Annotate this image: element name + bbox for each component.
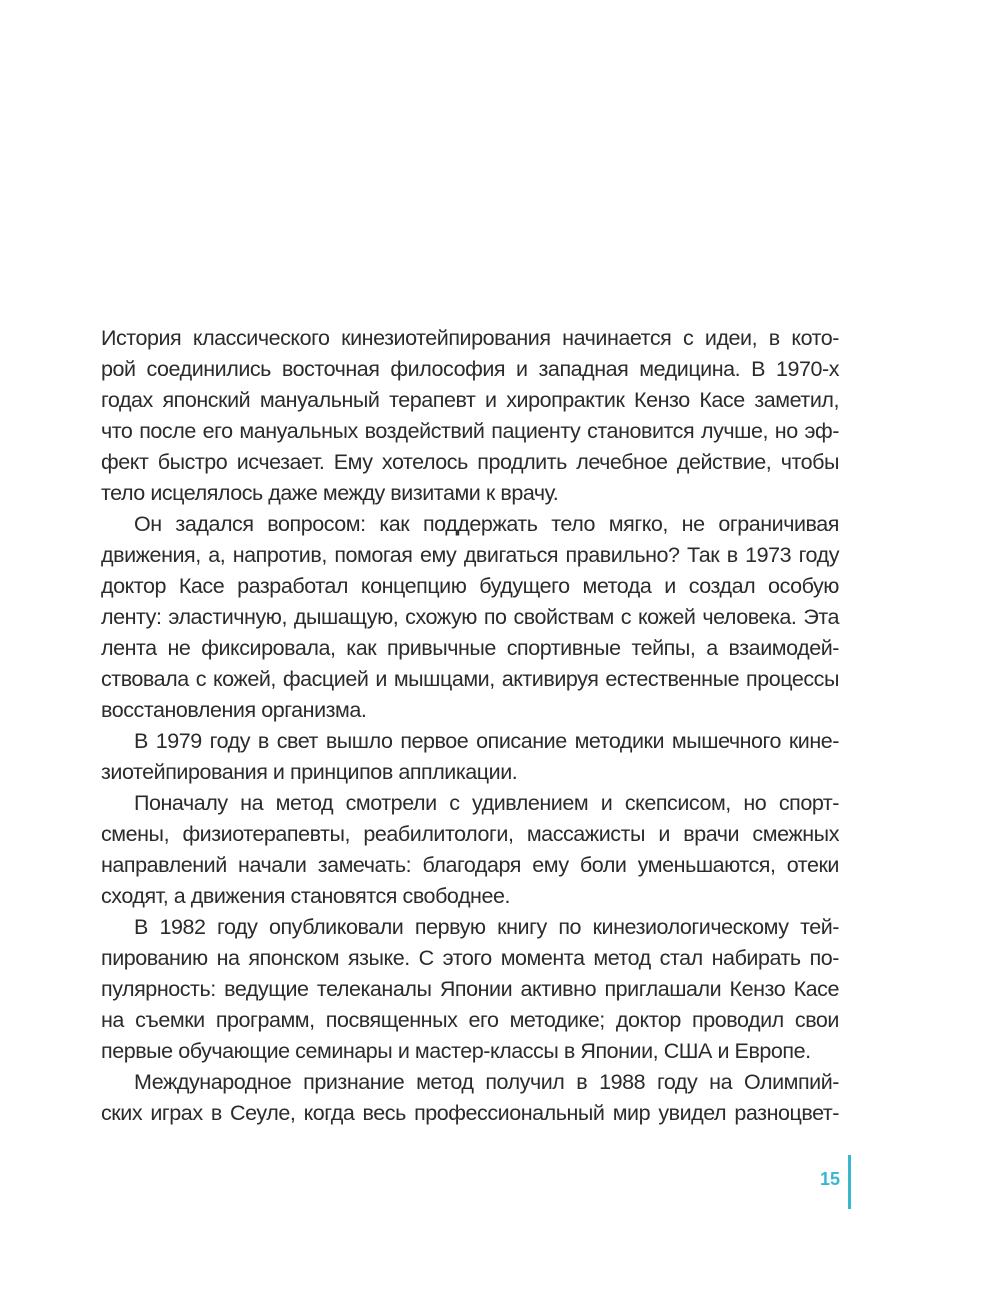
text-line: лента не фиксировала, как привычные спортивные тейпы, а взаимодей- xyxy=(101,636,839,660)
text-line: Международное признание метод получил в 1988 году на Олимпий- xyxy=(134,1070,839,1094)
text-line: направлений начали замечать: благодаря ему боли уменьшаются, отеки xyxy=(101,853,839,877)
text-line: первые обучающие семинары и мастер-классы в Японии, США и Европе. xyxy=(101,1039,811,1063)
body-text xyxy=(101,323,839,1129)
text-line: зиотейпирования и принципов аппликации. xyxy=(101,760,518,784)
text-line: ленту: эластичную, дышащую, схожую по свойствам с кожей человека. Эта xyxy=(101,605,839,629)
paragraph-4 xyxy=(101,788,839,912)
text-line: тело исцелялось даже между визитами к врачу. xyxy=(101,481,559,505)
page-number-divider xyxy=(848,1155,851,1209)
page-number: 15 xyxy=(819,1169,840,1189)
text-line: рой соединились восточная философия и западная медицина. В 1970-х xyxy=(101,357,839,381)
text-line: что после его мануальных воздействий пациенту становится лучше, но эф- xyxy=(101,419,839,443)
text-line: В 1979 году в свет вышло первое описание методики мышечного кине- xyxy=(134,729,839,753)
text-line: смены, физиотерапевты, реабилитологи, массажисты и врачи смежных xyxy=(101,822,839,846)
text-line: фект быстро исчезает. Ему хотелось продлить лечебное действие, чтобы xyxy=(101,450,839,474)
text-line: на съемки программ, посвященных его методике; доктор проводил свои xyxy=(101,1008,839,1032)
paragraph-5 xyxy=(101,912,839,1067)
paragraph-3 xyxy=(101,726,839,788)
paragraph-1 xyxy=(101,323,839,509)
paragraph-2 xyxy=(101,509,839,726)
text-line: годах японский мануальный терапевт и хиропрактик Кензо Касе заметил, xyxy=(101,388,839,412)
text-line: История классического кинезиотейпирования начинается с идеи, в кото- xyxy=(101,326,839,350)
text-line: движения, а, напротив, помогая ему двигаться правильно? Так в 1973 году xyxy=(101,543,839,567)
text-line: ских играх в Сеуле, когда весь профессиональный мир увидел разноцвет- xyxy=(101,1101,839,1125)
text-line: пулярность: ведущие телеканалы Японии активно приглашали Кензо Касе xyxy=(101,977,839,1001)
text-line: Он задался вопросом: как поддержать тело мягко, не ограничивая xyxy=(134,512,839,536)
text-line: ствовала с кожей, фасцией и мышцами, активируя естественные процессы xyxy=(101,667,839,691)
text-line: доктор Касе разработал концепцию будущего метода и создал особую xyxy=(101,574,839,598)
text-line: Поначалу на метод смотрели с удивлением и скепсисом, но спорт- xyxy=(134,791,839,815)
text-line: восстановления организма. xyxy=(101,698,367,722)
text-line: сходят, а движения становятся свободнее. xyxy=(101,884,511,908)
text-line: пированию на японском языке. С этого момента метод стал набирать по- xyxy=(101,946,839,970)
text-line: В 1982 году опубликовали первую книгу по кинезиологическому тей- xyxy=(134,915,839,939)
paragraph-6 xyxy=(101,1067,839,1129)
